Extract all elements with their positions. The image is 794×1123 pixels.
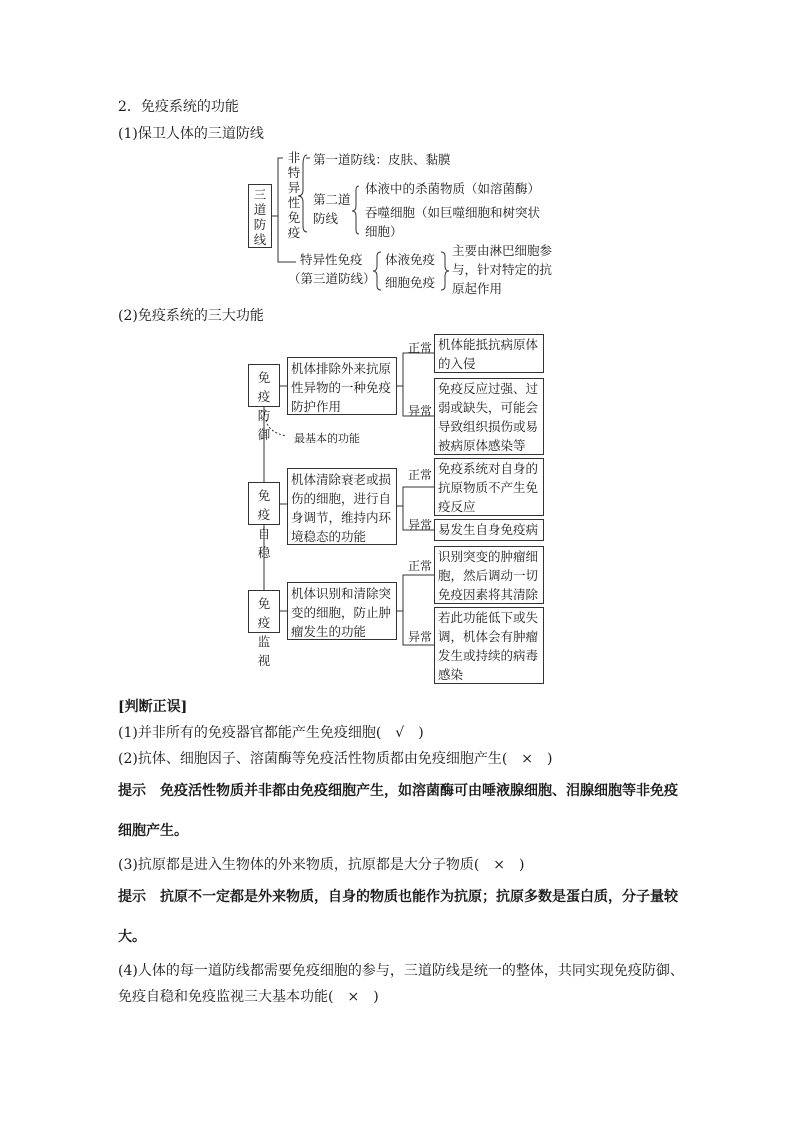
humoral-label: 体液免疫	[385, 252, 436, 267]
judge-heading: [判断正误]	[118, 699, 188, 715]
basic-function-note: 最基本的功能	[294, 432, 360, 445]
defense-abnormal-box: 免疫反应过强、过弱或缺失，可能会导致组织损伤或易被病原体感染等	[434, 378, 544, 455]
hint-2-line1: 提示 免疫活性物质并非都由免疫细胞产生，如溶菌酶可由唾液腺细胞、泪腺细胞等非免疫	[118, 783, 678, 799]
stability-normal-label: 正常	[408, 468, 433, 482]
three-lines-root-box	[248, 184, 272, 248]
third-line-label: （第三道防线）	[288, 271, 376, 286]
defense-desc-box: 机体排除外来抗原性异物的一种免疫防护作用	[287, 357, 397, 415]
surveillance-abnormal-box: 若此功能低下或失调，机体会有肿瘤发生或持续的病毒感染	[434, 607, 544, 684]
first-line-label: 第一道防线：皮肤、黏膜	[313, 152, 451, 167]
surveillance-desc-box: 机体识别和清除突变的细胞，防止肿瘤发生的功能	[287, 582, 397, 640]
surveillance-normal-box: 识别突变的肿瘤细胞，然后调动一切免疫因素将其清除	[434, 546, 544, 604]
section-title: 2．免疫系统的功能	[118, 99, 239, 115]
stability-abnormal-box: 易发生自身免疫病	[434, 519, 544, 541]
hint-3-line2: 大。	[118, 929, 146, 945]
stability-desc-box: 机体清除衰老或损伤的细胞，进行自身调节，维持内环境稳态的功能	[287, 468, 397, 545]
defense-normal-box: 机体能抵抗病原体的入侵	[434, 334, 544, 373]
lymph-note: 主要由淋巴细胞参与，针对特定的抗原起作用	[452, 243, 553, 296]
part1-heading: (1)保卫人体的三道防线	[118, 126, 264, 142]
stability-name-box: 免疫自稳	[248, 482, 280, 525]
question-2: (2)抗体、细胞因子、溶菌酶等免疫活性物质都由免疫细胞产生( × )	[118, 751, 553, 767]
question-4-line1: (4)人体的每一道防线都需要免疫细胞的参与，三道防线是统一的整体，共同实现免疫防御、	[118, 963, 684, 979]
second-line-label: 第二道防线	[313, 192, 351, 226]
cellular-label: 细胞免疫	[385, 275, 436, 290]
defense-name-box: 免疫防御	[248, 364, 280, 407]
defense-abnormal-label: 异常	[408, 404, 433, 418]
nonspecific-label: 非特异性免疫	[287, 150, 301, 240]
question-3: (3)抗原都是进入生物体的外来物质，抗原都是大分子物质( × )	[118, 857, 525, 873]
stability-abnormal-label: 异常	[408, 518, 433, 532]
surveillance-normal-label: 正常	[408, 559, 433, 573]
second-line-item2: 吞噬细胞（如巨噬细胞和树突状细胞）	[365, 205, 541, 239]
part2-heading: (2)免疫系统的三大功能	[118, 308, 264, 324]
hint-2-line2: 细胞产生。	[118, 823, 188, 839]
surveillance-abnormal-label: 异常	[408, 630, 433, 644]
question-4-line2: 免疫自稳和免疫监视三大基本功能( × )	[118, 989, 379, 1005]
surveillance-name-box: 免疫监视	[248, 590, 280, 633]
question-1: (1)并非所有的免疫器官都能产生免疫细胞( √ )	[118, 725, 424, 741]
defense-normal-label: 正常	[408, 341, 433, 355]
specific-label: 特异性免疫	[300, 252, 363, 267]
second-line-item1: 体液中的杀菌物质（如溶菌酶）	[365, 181, 541, 196]
hint-3-line1: 提示 抗原不一定都是外来物质，自身的物质也能作为抗原；抗原多数是蛋白质，分子量较	[118, 889, 678, 905]
stability-normal-box: 免疫系统对自身的抗原物质不产生免疫反应	[434, 458, 544, 516]
root-label: 三道防线	[253, 187, 267, 247]
